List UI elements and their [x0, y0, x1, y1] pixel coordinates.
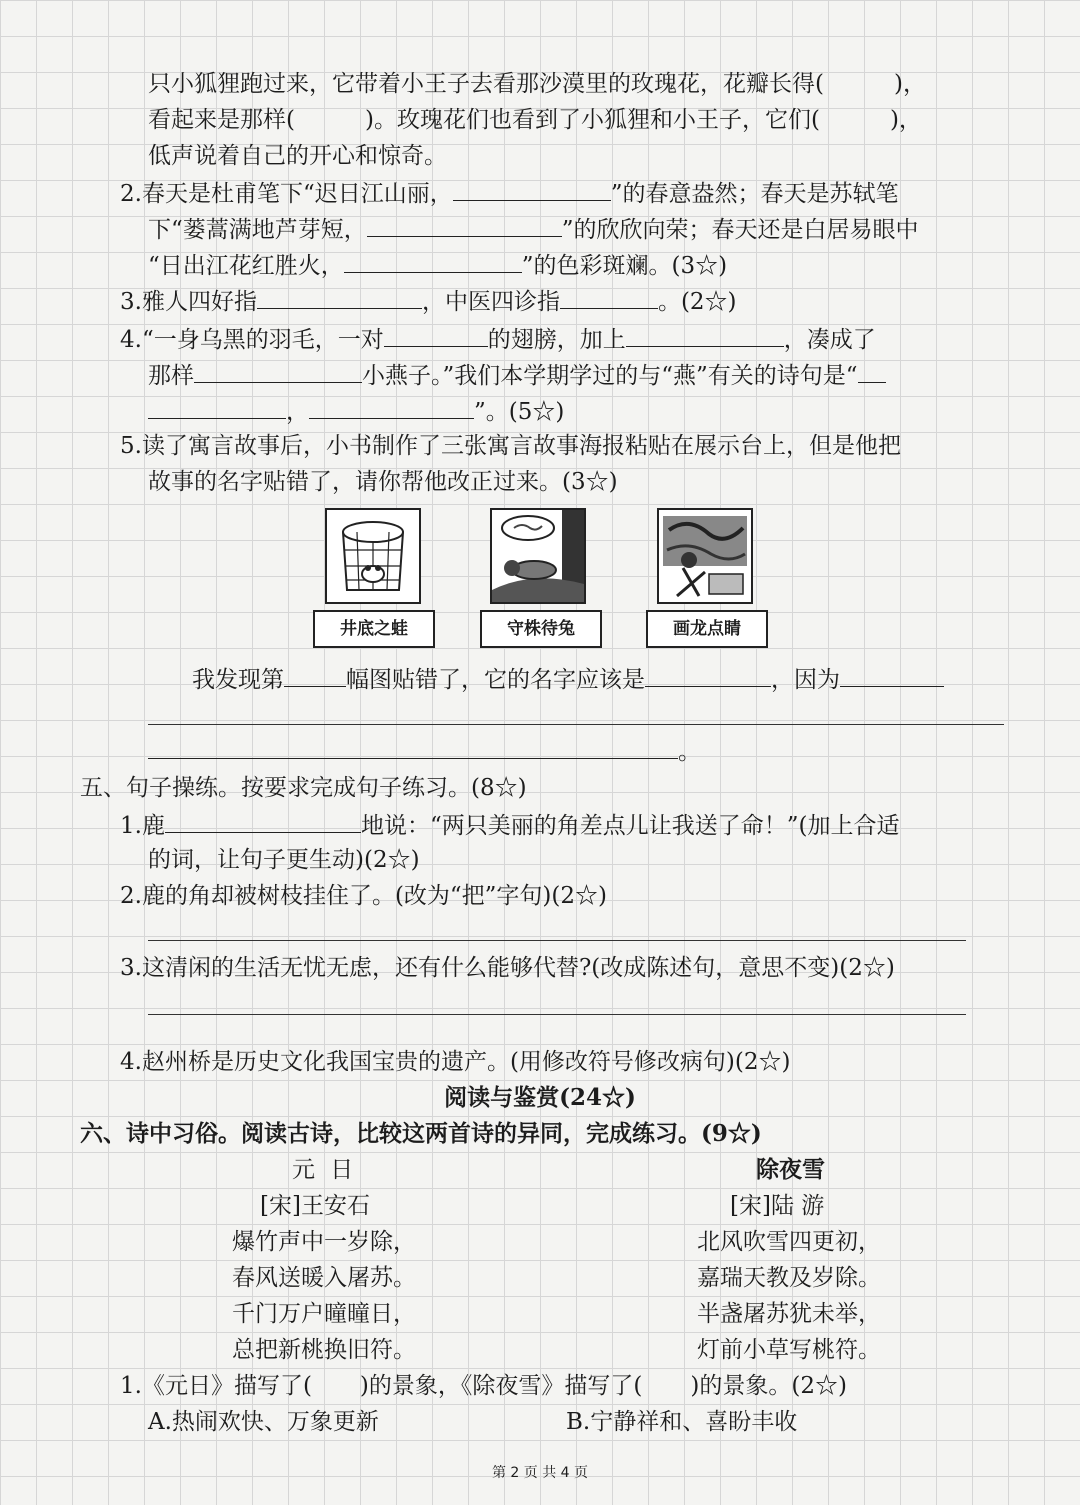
- well-frog-picture-icon: [325, 508, 421, 604]
- q4-line2: 那样 小燕子。”我们本学期学过的与“燕”有关的诗句是“: [148, 356, 886, 394]
- s5-q1-line2: 的词，让句子更生动)(2☆): [148, 847, 420, 873]
- s5-q4: 4.赵州桥是历史文化我国宝贵的遗产。(用修改符号修改病句)(2☆): [120, 1049, 791, 1075]
- poem1-line: 总把新桃换旧符。: [232, 1337, 416, 1363]
- q5-answer-line: 我发现第 幅图贴错了，它的名字应该是 ，因为: [192, 660, 944, 698]
- sleeping-farmer-picture-icon: [490, 508, 586, 604]
- q4-line3: ， ”。(5☆): [148, 392, 564, 430]
- q2-line1: 2.春天是杜甫笔下“迟日江山丽， ”的春意盎然；春天是苏轼笔: [120, 174, 898, 212]
- s6-q1-option-b[interactable]: B.宁静祥和、喜盼丰收: [566, 1409, 798, 1435]
- q2-blank-2[interactable]: [367, 210, 562, 237]
- poster-label-1: 井底之蛙: [313, 610, 435, 648]
- poem2-line: 嘉瑞天教及岁除。: [697, 1265, 881, 1291]
- s6-q1: 1.《元日》描写了( )的景象，《除夜雪》描写了( )的景象。(2☆): [120, 1373, 847, 1399]
- q2-line3: “日出江花红胜火， ”的色彩斑斓。(3☆): [148, 246, 727, 284]
- s5-q3: 3.这清闲的生活无忧无虑，还有什么能够代替?(改成陈述句，意思不变)(2☆): [120, 955, 895, 981]
- s5-q1-blank[interactable]: [165, 806, 361, 833]
- q1-text-line3: 低声说着自己的开心和惊奇。: [148, 143, 447, 169]
- q4-blank-2[interactable]: [626, 320, 784, 347]
- page-number: 第 2 页 共 4 页: [491, 1465, 589, 1481]
- q5-answer-line2: 。: [148, 732, 701, 770]
- poem2-line: 北风吹雪四更初，: [697, 1229, 881, 1255]
- q5-line2: 故事的名字贴错了，请你帮他改正过来。(3☆): [148, 469, 618, 495]
- poster-label-3: 画龙点睛: [646, 610, 768, 648]
- s6-q1-option-a[interactable]: A.热闹欢快、万象更新: [148, 1409, 379, 1435]
- q4-blank-3[interactable]: [194, 356, 362, 383]
- poem1-line: 爆竹声中一岁除，: [232, 1229, 416, 1255]
- section5-title: 五、句子操练。按要求完成句子练习。(8☆): [80, 775, 527, 801]
- poem2-author: [宋]陆 游: [730, 1193, 825, 1219]
- q3-line: 3.雅人四好指 ，中医四诊指 。(2☆): [120, 282, 737, 320]
- q2-line2: 下“蒌蒿满地芦芽短， ”的欣欣向荣；春天还是白居易眼中: [148, 210, 919, 248]
- q5-blank-1[interactable]: [284, 660, 346, 687]
- s5-q2: 2.鹿的角却被树枝挂住了。(改为“把”字句)(2☆): [120, 883, 607, 909]
- reading-section-title: 阅读与鉴赏(24☆): [444, 1084, 636, 1111]
- poem2-line: 灯前小草写桃符。: [697, 1337, 881, 1363]
- s5-q1-line1: 1.鹿 地说：“两只美丽的角差点儿让我送了命！”(加上合适: [120, 806, 899, 844]
- q5-blank-2[interactable]: [645, 660, 771, 687]
- poem1-line: 千门万户曈曈日，: [232, 1301, 416, 1327]
- q4-line1: 4.“一身乌黑的羽毛，一对 的翅膀，加上 ，凑成了: [120, 320, 876, 358]
- q1-text-line2: 看起来是那样( )。玫瑰花们也看到了小狐狸和小王子，它们( )，: [148, 107, 922, 133]
- q3-blank-2[interactable]: [560, 282, 658, 309]
- s5-q2-answer-line[interactable]: [148, 940, 966, 941]
- poem1-title: 元 日: [292, 1157, 358, 1183]
- q4-blank-4[interactable]: [858, 356, 886, 383]
- poem2-line: 半盏屠苏犹未举，: [697, 1301, 881, 1327]
- q5-blank-4[interactable]: [148, 732, 678, 759]
- q1-text-line1: 只小狐狸跑过来，它带着小王子去看那沙漠里的玫瑰花，花瓣长得( )，: [148, 71, 926, 97]
- q3-blank-1[interactable]: [257, 282, 422, 309]
- q2-blank-3[interactable]: [344, 246, 522, 273]
- q5-answer-blank-line[interactable]: [148, 724, 1004, 725]
- q4-blank-6[interactable]: [309, 392, 474, 419]
- q2-blank-1[interactable]: [453, 174, 611, 201]
- section6-title: 六、诗中习俗。阅读古诗，比较这两首诗的异同，完成练习。(9☆): [80, 1120, 762, 1147]
- s5-q3-answer-line[interactable]: [148, 1014, 966, 1015]
- q5-blank-3[interactable]: [840, 660, 944, 687]
- q4-blank-1[interactable]: [384, 320, 488, 347]
- q5-line1: 5.读了寓言故事后，小书制作了三张寓言故事海报粘贴在展示台上，但是他把: [120, 433, 901, 459]
- poem2-title: 除夜雪: [756, 1156, 825, 1183]
- poem1-line: 春风送暖入屠苏。: [232, 1265, 416, 1291]
- poster-label-2: 守株待兔: [480, 610, 602, 648]
- poem1-author: [宋]王安石: [260, 1193, 370, 1219]
- dragon-painting-picture-icon: [657, 508, 753, 604]
- q4-blank-5[interactable]: [148, 392, 286, 419]
